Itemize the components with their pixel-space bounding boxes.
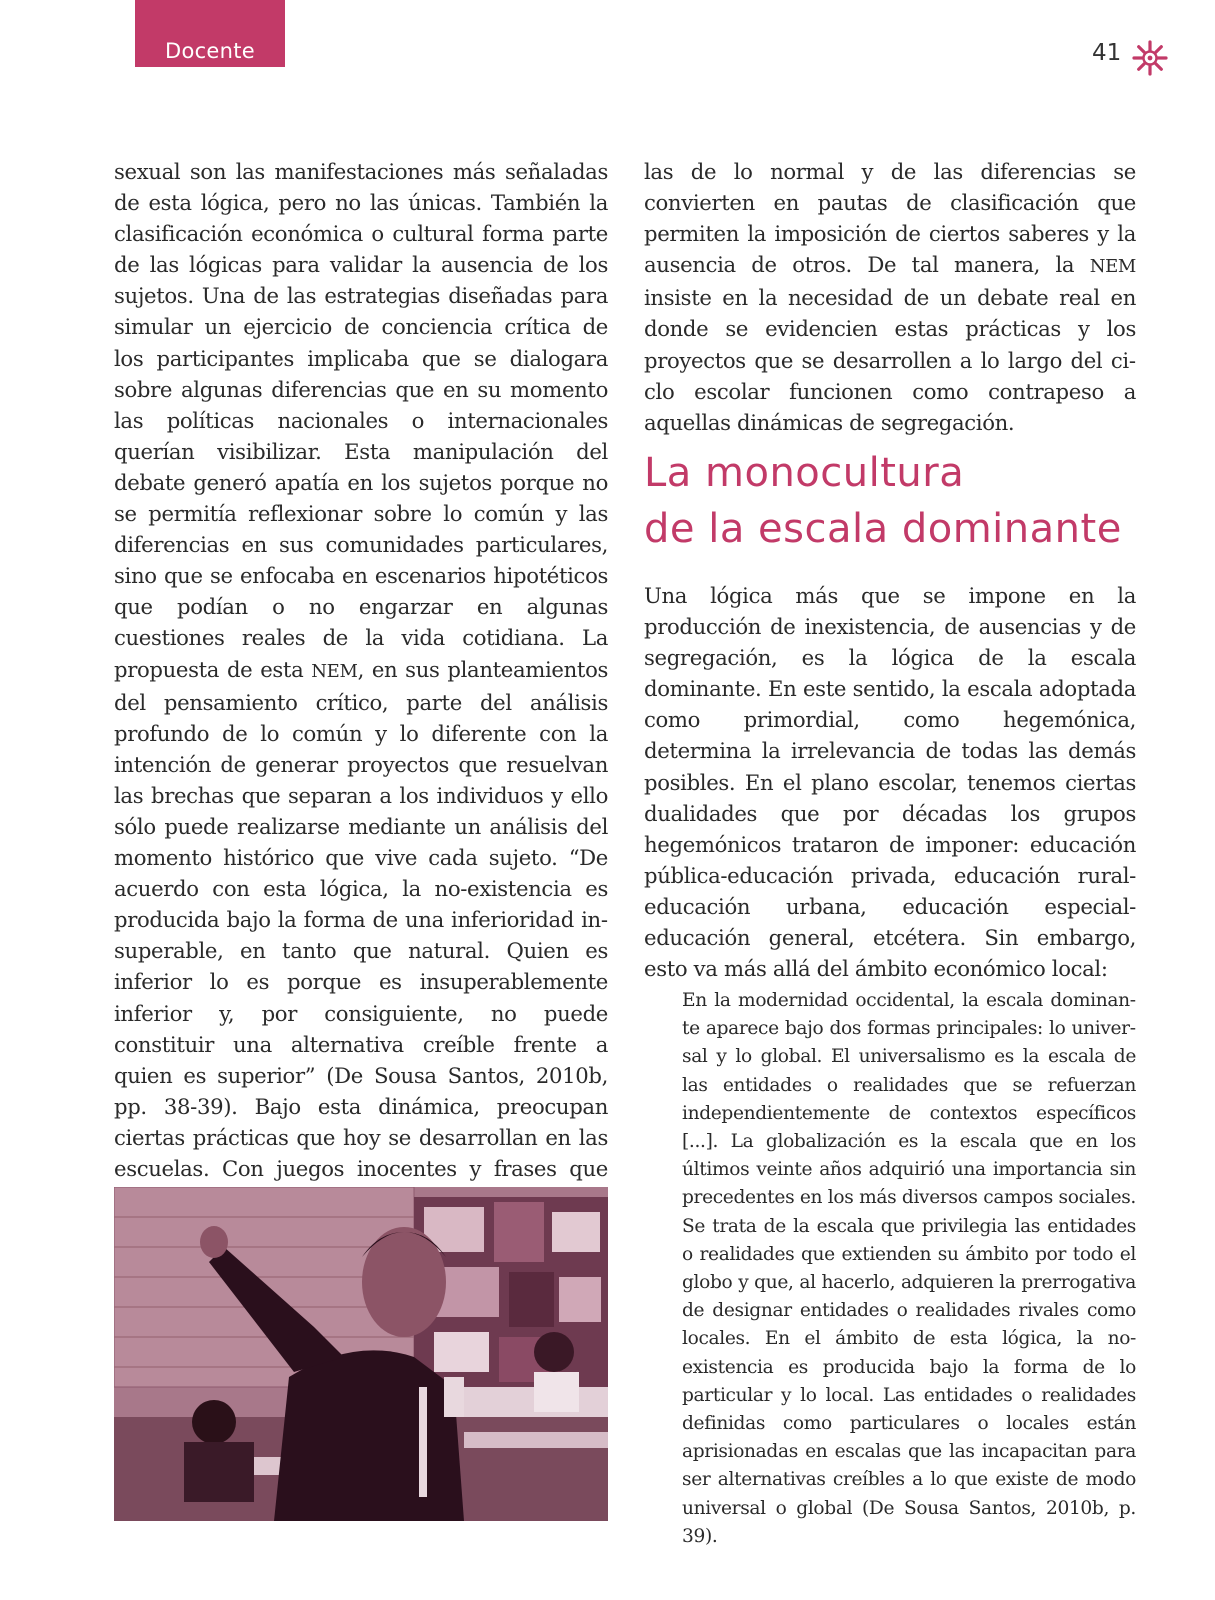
page-number: 41 bbox=[1092, 40, 1122, 66]
left-paragraph-text-cont: , en sus planteamientos del pensamiento crítico, parte del análisis profundo de lo común y lo diferente con la intención de generar proyectos que resuelvan las brechas que separan a los individuos y ello sólo puede realizarse mediante un análisis del momento histórico que vive cada sujeto. “De acuerdo con esta lógica, la no-existencia es producida bajo la forma de una inferioridad insuperable, en tanto que natural. Quien es inferior lo es porque es insuperablemente inferior y, por consiguiente, no puede constituir una alternativa creíble frente a quien es superior” (De Sousa Santos, 2010b, pp. 38-39). Bajo esta dinámica, preocupan ciertas prácticas que hoy se desarrollan en las escuelas. Con juegos inocentes y frases que bbox=[114, 656, 609, 1181]
acronym-nem: NEM bbox=[311, 660, 358, 682]
left-paragraph bbox=[114, 156, 608, 1277]
right-column-body bbox=[644, 580, 1136, 984]
classroom-photo bbox=[114, 1187, 608, 1521]
right-column-top bbox=[644, 156, 1136, 438]
block-quote-text: En la modernidad occidental, la escala dominante aparece bajo dos formas principales: lo universal y lo global. El universalismo es la escala de las entidades o realidades que se refuerzan independientemente de contextos específicos [...]. La globalización es la escala que en los últimos veinte años adquirió una importancia sin precedentes en los más diversos campos sociales. Se trata de la escala que privilegia las entidades o realidades que extienden su ámbito por todo el globo y que, al hacerlo, adquieren la prerrogativa de designar entidades o realidades rivales como locales. En el ámbito de esta lógica, la no-existencia es producida bajo la forma de lo particular y lo local. Las entidades o realidades definidas como particulares o locales están aprisionadas en escalas que las incapacitan para ser alternativas creíbles a lo que existe de modo universal o global (De Sousa Santos, 2010b, p. 39). bbox=[682, 990, 1136, 1547]
flower-ornament-icon bbox=[1130, 38, 1170, 78]
left-paragraph-text: sexual son las manifestaciones más señaladas de esta lógica, pero no las únicas. También la clasificación económica o cultural forma parte de las lógicas para validar la ausencia de los sujetos. Una de las estrategias diseñadas para simular un ejercicio de conciencia crítica de los participantes implicaba que se dialogara sobre algunas diferencias que en su momento las políticas nacionales o internacionales querían visibilizar. Esta manipulación del debate generó apatía en los sujetos porque no se permitía reflexionar sobre lo común y las diferencias en sus comunidades particulares, sino que se enfocaba en escenarios hipotéticos que podían o no engarzar en algunas cuestiones reales de la vida cotidiana. La propuesta de esta bbox=[114, 159, 608, 682]
section-tab-label: Docente bbox=[164, 39, 256, 63]
right-paragraph-2: Una lógica más que se impone en la producción de inexistencia, de ausencias y de segregación, es la lógica de la escala dominante. En este sentido, la escala adoptada como primordial, como hegemónica, determina la irrelevancia de todas las demás posibles. En el plano escolar, tenemos ciertas dualidades que por décadas los grupos hegemónicos trataron de imponer: educación pública-educación privada, educación rural-educación urbana, educación especial-educación general, etcétera. Sin embargo, esto va más allá del ámbito económico local: bbox=[644, 583, 1136, 982]
right-paragraph-1 bbox=[644, 156, 1136, 438]
left-column bbox=[114, 156, 608, 1277]
section-heading bbox=[644, 445, 1164, 557]
right-paragraph-1-text: las de lo normal y de las diferencias se convierten en pautas de clasificación que permiten la imposición de ciertos saberes y la ausencia de otros. De tal manera, la bbox=[644, 159, 1136, 278]
heading-line-1: La monocultura bbox=[644, 450, 965, 496]
heading-line-2: de la escala dominante bbox=[644, 506, 1122, 552]
acronym-nem-2: NEM bbox=[1089, 256, 1136, 278]
right-paragraph-1-text-cont: insiste en la necesidad de un debate real en donde se evidencien estas prácticas y los proyectos que se desarrollen a lo largo del ciclo escolar funcionen como contrapeso a aquellas dinámicas de segregación. bbox=[644, 285, 1136, 435]
section-tab bbox=[135, 0, 285, 67]
block-quote bbox=[682, 987, 1136, 1551]
